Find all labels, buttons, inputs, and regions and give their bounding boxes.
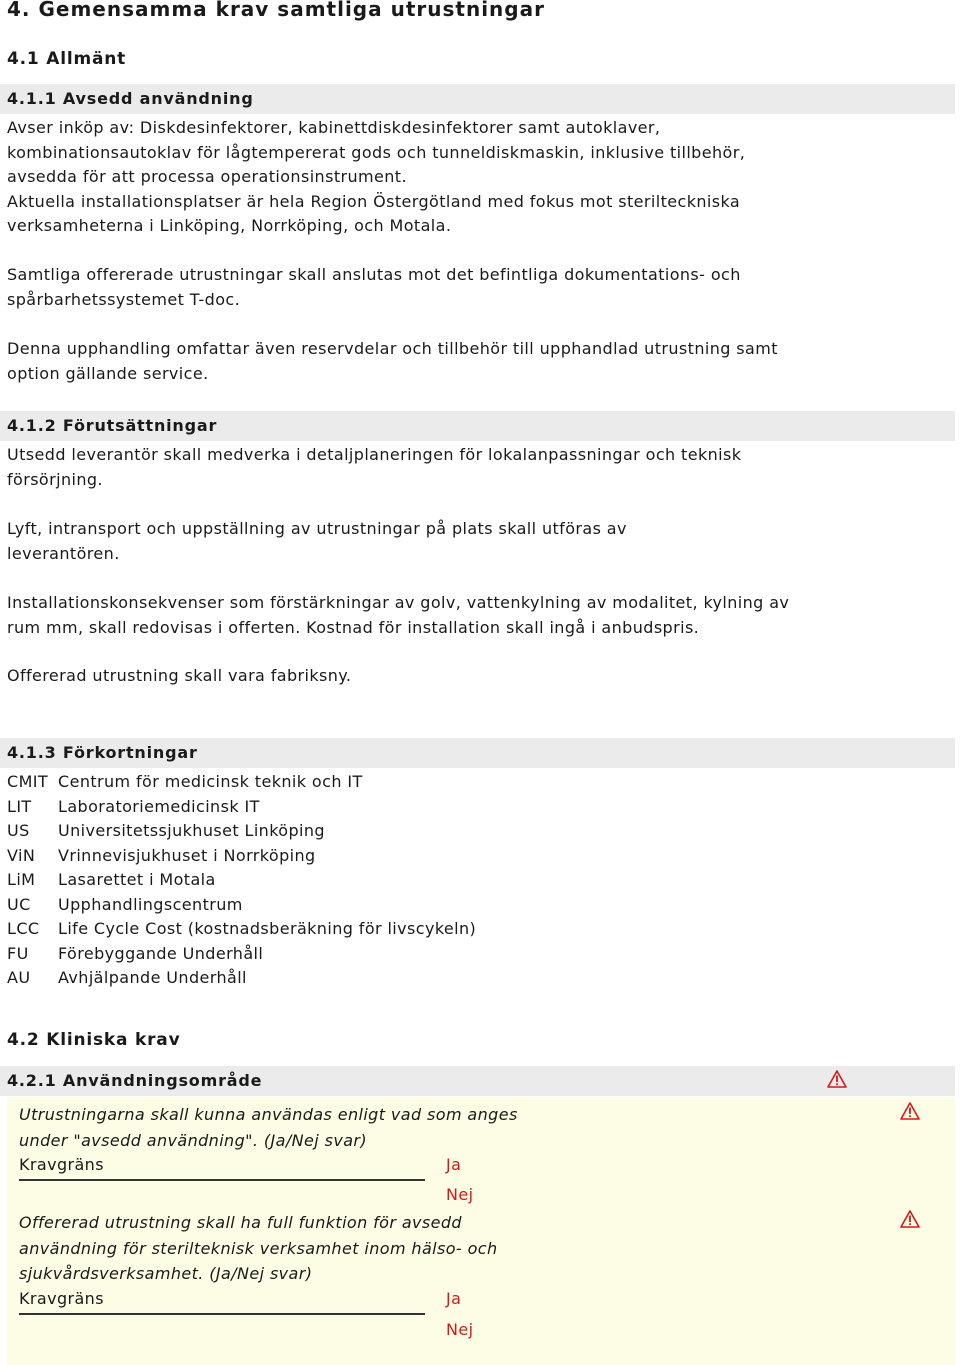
abbreviation-item <box>7 917 476 942</box>
paragraph: Avser inköp av: Diskdesinfektorer, kabinettdiskdesinfektorer samt autoklaver, kombinationsautoklav för lågtempererat gods och tunneldiskmaskin, inklusive tillbehör, avsedda för att processa operationsinstrument. Aktuella installationsplatser är hela Region Östergötland med fokus mot sterilteckniska verksamheterna i Linköping, Norrköping, och Motala. <box>7 118 746 235</box>
paragraph: Installationskonsekvenser som förstärkningar av golv, vattenkylning av modalitet, kylning av rum mm, skall redovisas i offerten. Kostnad för installation skall ingå i anbudspris. <box>7 593 790 637</box>
requirement-text: Utrustningarna skall kunna användas enligt vad som anges under "avsedd användning". (Ja/Nej svar) <box>19 1105 518 1150</box>
abbreviation-code: UC <box>7 895 31 914</box>
paragraph: Lyft, intransport och uppställning av utrustningar på plats skall utföras av leverantören. <box>7 519 627 563</box>
abbreviation-code: AU <box>7 968 31 987</box>
abbreviation-text: Laboratoriemedicinsk IT <box>58 797 260 816</box>
option-nej[interactable]: Nej <box>446 1320 474 1339</box>
abbreviation-text: Lasarettet i Motala <box>58 870 216 889</box>
paragraph: Samtliga offererade utrustningar skall anslutas mot det befintliga dokumentations- och spårbarhetssystemet T-doc. <box>7 265 741 309</box>
kravgrans-label: Kravgräns <box>19 1289 104 1308</box>
abbreviation-code: CMIT <box>7 772 49 791</box>
warning-icon[interactable] <box>827 1070 847 1088</box>
abbreviation-item <box>7 966 247 991</box>
abbreviation-code: FU <box>7 944 29 963</box>
abbreviation-code: LCC <box>7 919 40 938</box>
abbreviation-text: Förebyggande Underhåll <box>58 944 264 963</box>
requirement-text: Offererad utrustning skall ha full funktion för avsedd användning för sterilteknisk verksamhet inom hälso- och sjukvårdsverksamhet. (Ja/Nej svar) <box>19 1213 498 1283</box>
abbreviation-code: US <box>7 821 30 840</box>
abbreviation-text: Avhjälpande Underhåll <box>58 968 247 987</box>
abbreviation-text: Centrum för medicinsk teknik och IT <box>58 772 363 791</box>
abbreviation-text: Universitetssjukhuset Linköping <box>58 821 325 840</box>
paragraph: Offererad utrustning skall vara fabriksny. <box>7 666 352 685</box>
abbreviation-code: ViN <box>7 846 36 865</box>
option-ja[interactable]: Ja <box>446 1289 462 1308</box>
main-heading: 4. Gemensamma krav samtliga utrustningar <box>7 0 545 21</box>
kravgrans-line <box>19 1179 425 1181</box>
option-ja[interactable]: Ja <box>446 1155 462 1174</box>
abbreviation-text: Upphandlingscentrum <box>58 895 243 914</box>
abbreviation-code: LiM <box>7 870 36 889</box>
abbreviation-text: Vrinnevisjukhuset i Norrköping <box>58 846 316 865</box>
section-title-4-1-2: 4.1.2 Förutsättningar <box>7 416 218 435</box>
abbreviation-code: LIT <box>7 797 32 816</box>
abbreviation-item <box>7 868 216 893</box>
heading-4-2: 4.2 Kliniska krav <box>7 1030 181 1050</box>
section-title-4-1-1: 4.1.1 Avsedd användning <box>7 89 254 108</box>
kravgrans-label: Kravgräns <box>19 1155 104 1174</box>
abbreviation-item <box>7 893 243 918</box>
abbreviation-item <box>7 795 260 820</box>
abbreviation-text: Life Cycle Cost (kostnadsberäkning för livscykeln) <box>58 919 477 938</box>
abbreviation-item <box>7 942 263 967</box>
abbreviation-item <box>7 844 316 869</box>
section-title-4-2-1: 4.2.1 Användningsområde <box>7 1071 263 1090</box>
kravgrans-line <box>19 1313 425 1315</box>
option-nej[interactable]: Nej <box>446 1185 474 1204</box>
section-title-4-1-3: 4.1.3 Förkortningar <box>7 743 198 762</box>
paragraph: Utsedd leverantör skall medverka i detaljplaneringen för lokalanpassningar och teknisk försörjning. <box>7 445 742 489</box>
abbreviation-item <box>7 819 325 844</box>
warning-icon[interactable] <box>900 1210 920 1228</box>
warning-icon[interactable] <box>900 1102 920 1120</box>
abbreviation-item <box>7 770 363 795</box>
paragraph: Denna upphandling omfattar även reservdelar och tillbehör till upphandlad utrustning samt option gällande service. <box>7 339 778 383</box>
heading-4-1: 4.1 Allmänt <box>7 49 127 69</box>
